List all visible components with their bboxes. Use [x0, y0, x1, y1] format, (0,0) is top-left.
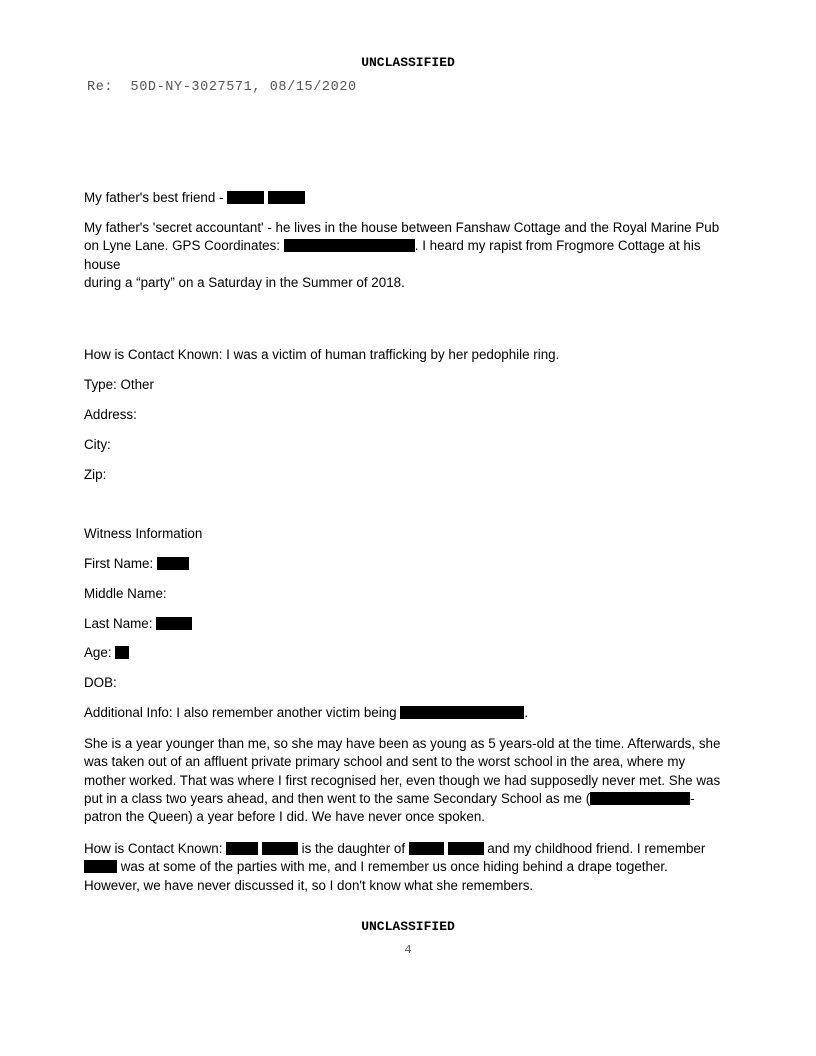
- dob-field: DOB:: [84, 675, 117, 690]
- redaction-box: [227, 191, 264, 204]
- classification-footer: UNCLASSIFIED: [361, 919, 455, 934]
- middle-name-field: Middle Name:: [84, 586, 167, 601]
- additional-info-line: Additional Info: I also remember another victim being .: [84, 705, 529, 720]
- accountant-paragraph: My father's 'secret accountant' - he lives in the house between Fanshaw Cottage and the Royal Marine Pub on Lyne Lane. GPS Coordinates: . I heard my rapist from Frogmore Cottage at his house during a “party” on a Saturday in the Summer of 2018.: [84, 220, 720, 290]
- victim-paragraph: She is a year younger than me, so she may have been as young as 5 years-old at the time. Afterwards, she was taken out of an affluent private primary school and sent to the worst school in the area, where my mother worked. That was where I first recognised her, even though we had supposedly never met. She was put in a class two years ahead, and then went to the same Secondary School as me ( - patron the Queen) a year before I did. We have never once spoken.: [84, 736, 721, 825]
- address-field: Address:: [84, 407, 137, 422]
- contact-known-paragraph: How is Contact Known: is the daughter of and my childhood friend. I remember was at some of the parties with me, and I remember us once hiding behind a drape together. However, we have never discussed it, so I don't know what she remembers.: [84, 841, 706, 893]
- redaction-box: [284, 239, 415, 252]
- page-number: 4: [404, 943, 412, 957]
- redaction-box: [84, 860, 117, 873]
- city-field: City:: [84, 437, 111, 452]
- redaction-box: [268, 191, 305, 204]
- contact-known-line: How is Contact Known: I was a victim of human trafficking by her pedophile ring.: [84, 347, 560, 362]
- best-friend-label: My father's best friend -: [84, 190, 228, 205]
- best-friend-line: [84, 189, 734, 207]
- zip-field: Zip:: [84, 467, 107, 482]
- first-name-field: First Name:: [84, 555, 734, 573]
- redaction-box: [156, 617, 192, 630]
- classification-header: UNCLASSIFIED: [361, 55, 455, 70]
- redaction-box: [262, 842, 298, 855]
- redaction-box: [590, 792, 690, 805]
- type-field: Type: Other: [84, 377, 154, 392]
- redaction-box: [157, 557, 189, 570]
- witness-heading: Witness Information: [84, 526, 203, 541]
- last-name-field: Last Name:: [84, 615, 734, 633]
- age-field: Age:: [84, 644, 734, 662]
- redaction-box: [115, 646, 129, 659]
- reference-line: Re: 50D-NY-3027571, 08/15/2020: [87, 80, 357, 95]
- redaction-box: [400, 706, 524, 719]
- redaction-box: [448, 842, 484, 855]
- redaction-box: [226, 842, 258, 855]
- redaction-box: [409, 842, 444, 855]
